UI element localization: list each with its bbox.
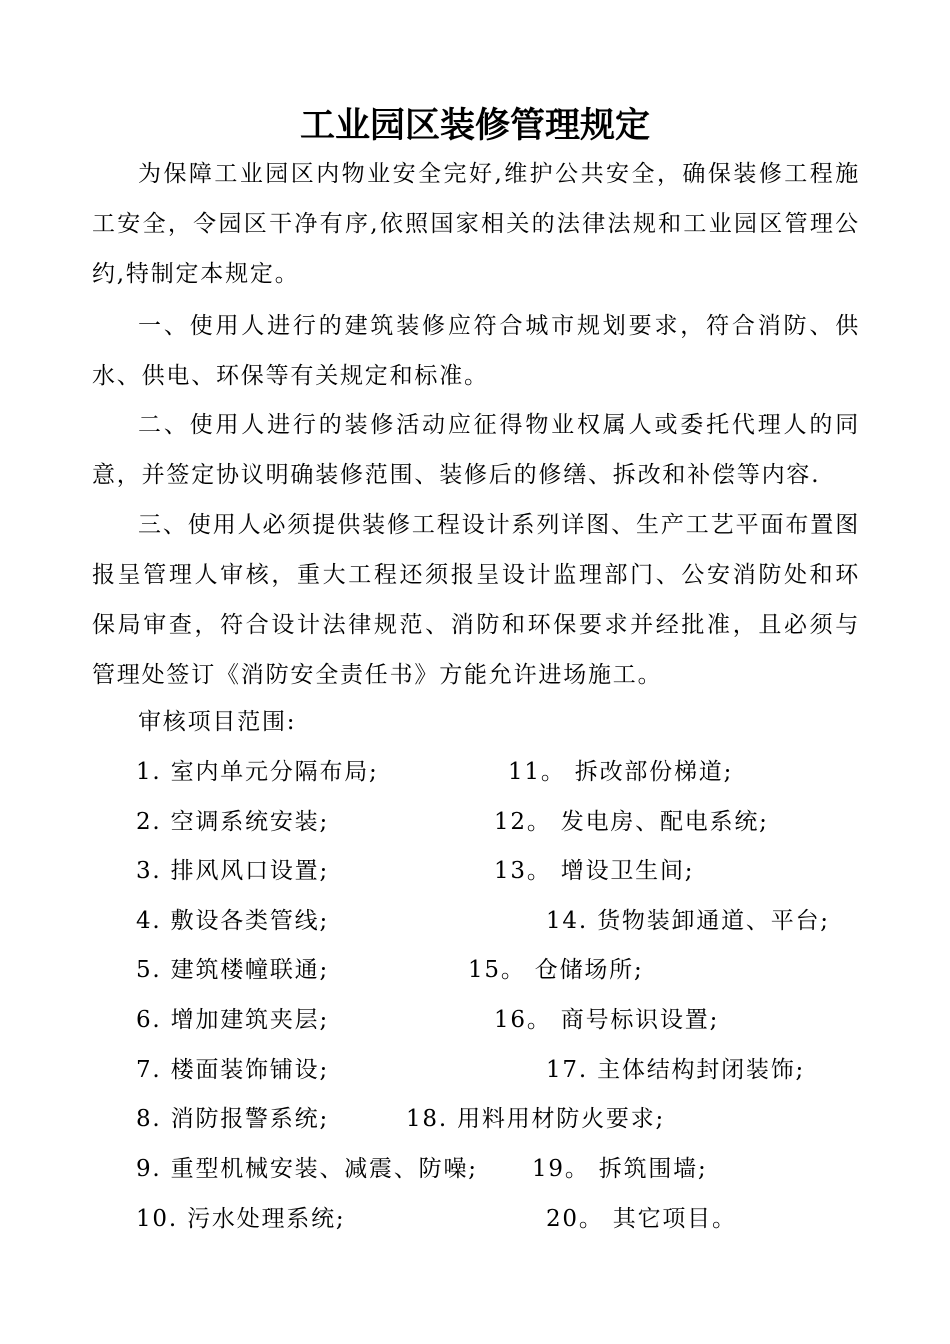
scope-item: 8. 消防报警系统; (136, 1106, 330, 1132)
scope-item: 1. 室内单元分隔布局; (136, 759, 379, 785)
scope-item: 12。 发电房、配电系统; (494, 809, 769, 835)
scope-item: 7. 楼面装饰铺设; (136, 1057, 330, 1083)
scope-item: 6. 增加建筑夹层; (136, 1007, 330, 1033)
scope-item: 13。 增设卫生间; (494, 858, 695, 884)
scope-item: 14. 货物装卸通道、平台; (546, 908, 830, 934)
scope-item: 18. 用料用材防火要求; (406, 1106, 666, 1132)
clause-one-paragraph: 一、使用人进行的建筑装修应符合城市规划要求，符合消防、供水、供电、环保等有关规定和标准。 (92, 313, 860, 389)
scope-item: 10. 污水处理系统; (136, 1206, 346, 1232)
scope-item: 11。 拆改部份梯道; (508, 759, 734, 785)
clause-three-paragraph: 三、使用人必须提供装修工程设计系列详图、生产工艺平面布置图报呈管理人审核，重大工程还须报呈设计监理部门、公安消防处和环保局审查，符合设计法律规范、消防和环保要求并经批准，且必须与管理处签订《消防安全责任书》方能允许进场施工。 (92, 512, 860, 688)
scope-item: 15。 仓储场所; (468, 957, 644, 983)
scope-item: 9. 重型机械安装、减震、防噪; (136, 1156, 478, 1182)
document-title: 工业园区装修管理规定 (299, 106, 650, 146)
scope-item: 3. 排风风口设置; (136, 858, 330, 884)
clause-two-paragraph: 二、使用人进行的装修活动应征得物业权属人或委托代理人的同意，并签定协议明确装修范围、装修后的修缮、拆改和补偿等内容. (92, 412, 860, 488)
intro-paragraph: 为保障工业园区内物业安全完好,维护公共安全，确保装修工程施工安全，令园区干净有序,依照国家相关的法律法规和工业园区管理公约,特制定本规定。 (92, 161, 860, 287)
scope-item: 5. 建筑楼幢联通; (136, 957, 330, 983)
scope-item: 4. 敷设各类管线; (136, 908, 330, 934)
scope-item: 16。 商号标识设置; (494, 1007, 720, 1033)
scope-label: 审核项目范围: (138, 709, 297, 735)
scope-item: 20。 其它项目。 (546, 1206, 737, 1232)
scope-item: 17. 主体结构封闭装饰; (546, 1057, 806, 1083)
scope-item: 19。 拆筑围墙; (532, 1156, 708, 1182)
scope-item: 2. 空调系统安装; (136, 809, 330, 835)
